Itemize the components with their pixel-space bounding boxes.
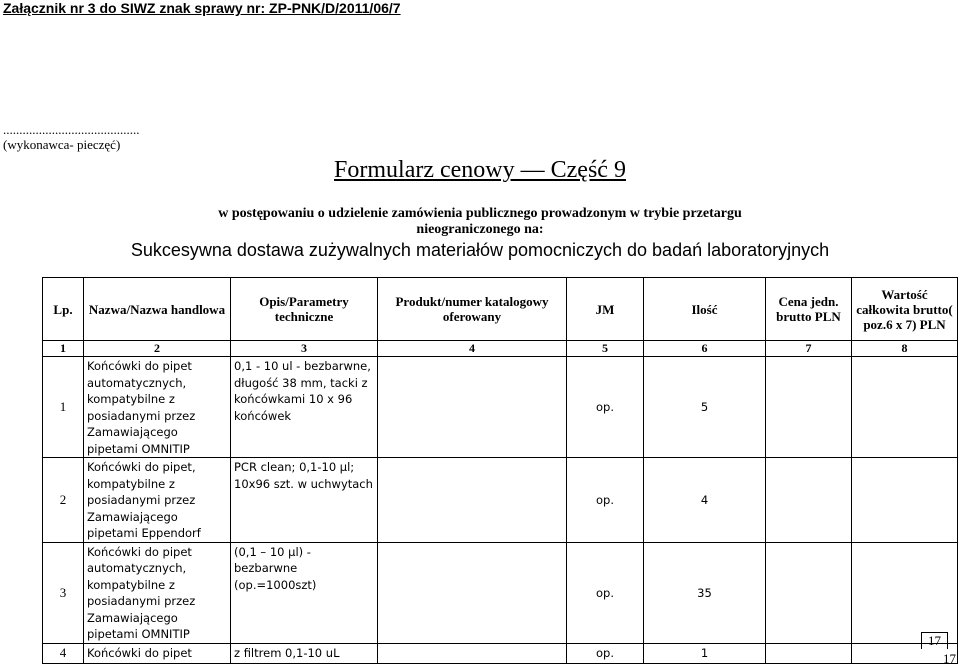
table-row	[43, 357, 958, 458]
column-number: 5	[567, 341, 644, 357]
subtitle-line-2: nieograniczonego na:	[416, 222, 544, 237]
header-jm: JM	[567, 278, 644, 341]
row-lp: 4	[43, 643, 84, 663]
column-number: 4	[378, 341, 567, 357]
row-name: Końcówki do pipet automatycznych, kompatybilne z posiadanymi przez Zamawiającego pipetami OMNITIP	[84, 357, 231, 458]
column-number: 8	[852, 341, 958, 357]
column-number: 7	[766, 341, 852, 357]
page-title-text: Formularz cenowy — Część 9	[334, 157, 626, 183]
row-unit-price[interactable]	[766, 542, 852, 643]
header-product: Produkt/numer katalogowy oferowany	[378, 278, 567, 341]
column-number: 3	[231, 341, 378, 357]
row-lp: 3	[43, 542, 84, 643]
row-total[interactable]	[852, 357, 958, 458]
table-row	[43, 542, 958, 643]
row-product[interactable]	[378, 458, 567, 543]
document-header: Załącznik nr 3 do SIWZ znak sprawy nr: ZP-PNK/D/2011/06/7	[3, 0, 401, 16]
row-unit-price[interactable]	[766, 643, 852, 663]
row-jm: op.	[567, 542, 644, 643]
row-total[interactable]	[852, 458, 958, 543]
table-header-row	[43, 278, 958, 341]
row-qty: 35	[644, 542, 766, 643]
table-row	[43, 643, 958, 663]
price-table	[42, 277, 958, 664]
row-desc: PCR clean; 0,1-10 µl; 10x96 szt. w uchwytach	[231, 458, 378, 543]
header-total: Wartość całkowita brutto( poz.6 x 7) PLN	[852, 278, 958, 341]
column-number: 6	[644, 341, 766, 357]
subtitle-line-1: w postępowaniu o udzielenie zamówienia publicznego prowadzonym w trybie przetargu	[218, 206, 742, 221]
row-jm: op.	[567, 458, 644, 543]
row-desc: 0,1 - 10 ul - bezbarwne, długość 38 mm, tacki z końcówkami 10 x 96 końcówek	[231, 357, 378, 458]
row-product[interactable]	[378, 643, 567, 663]
header-unit-price: Cena jedn. brutto PLN	[766, 278, 852, 341]
row-name: Końcówki do pipet	[84, 643, 231, 663]
contractor-stamp-label: (wykonawca- pieczęć)	[3, 137, 121, 152]
header-desc: Opis/Parametry techniczne	[231, 278, 378, 341]
row-jm: op.	[567, 357, 644, 458]
row-jm: op.	[567, 643, 644, 663]
row-unit-price[interactable]	[766, 458, 852, 543]
row-unit-price[interactable]	[766, 357, 852, 458]
row-product[interactable]	[378, 357, 567, 458]
row-name: Końcówki do pipet, kompatybilne z posiadanymi przez Zamawiającego pipetami Eppendorf	[84, 458, 231, 543]
row-total[interactable]	[852, 542, 958, 643]
row-product[interactable]	[378, 542, 567, 643]
column-number: 2	[84, 341, 231, 357]
header-name: Nazwa/Nazwa handlowa	[84, 278, 231, 341]
header-lp: Lp.	[43, 278, 84, 341]
subtitle-line-3: Sukcesywna dostawa zużywalnych materiałów pomocniczych do badań laboratoryjnych	[130, 240, 830, 260]
row-desc: z filtrem 0,1-10 uL	[231, 643, 378, 663]
row-qty: 1	[644, 643, 766, 663]
row-qty: 4	[644, 458, 766, 543]
page-title	[0, 157, 960, 184]
page-number: 17	[921, 632, 948, 649]
table-row	[43, 458, 958, 543]
row-lp: 1	[43, 357, 84, 458]
row-qty: 5	[644, 357, 766, 458]
page-number-footer: 17	[943, 651, 956, 666]
header-qty: Ilość	[644, 278, 766, 341]
row-name: Końcówki do pipet automatycznych, kompatybilne z posiadanymi przez Zamawiającego pipetami OMNITIP	[84, 542, 231, 643]
contractor-dots: ..........................................	[3, 122, 140, 137]
row-lp: 2	[43, 458, 84, 543]
column-number: 1	[43, 341, 84, 357]
column-numbers-row	[43, 341, 958, 357]
row-desc: (0,1 – 10 µl) - bezbarwne (op.=1000szt)	[231, 542, 378, 643]
